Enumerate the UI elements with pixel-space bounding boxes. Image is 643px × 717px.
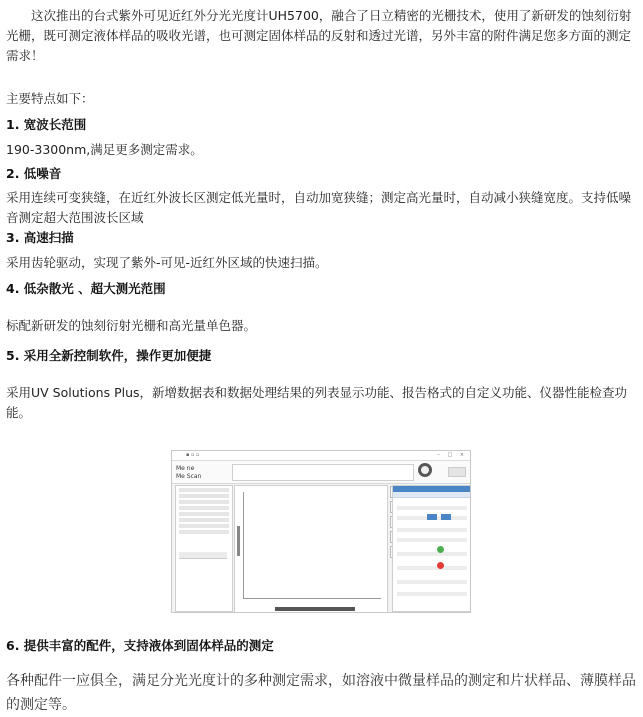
screenshot-ribbon-label-1: Me ne <box>176 465 195 472</box>
feature-6-text: 各种配件一应俱全，满足分光光度计的多种测定需求，如溶液中微量样品的测定和片状样品、薄膜样品的测定等。 <box>6 673 636 713</box>
feature-1-title: 1. 宽波长范围 <box>6 117 87 132</box>
screenshot-parameter-pane <box>175 485 233 612</box>
screenshot-red-status-icon <box>437 562 444 569</box>
screenshot-plot-hscroll <box>275 607 355 611</box>
screenshot-plot-y-axis <box>243 492 244 599</box>
feature-5-title: 5. 采用全新控制软件，操作更加便捷 <box>6 348 212 363</box>
screenshot-measure-pane <box>392 485 471 612</box>
screenshot-ribbon <box>172 461 470 484</box>
screenshot-table-header <box>179 552 227 559</box>
feature-2-title: 2. 低噪音 <box>6 166 62 181</box>
feature-4-title: 4. 低杂散光 、超大测光范围 <box>6 281 166 296</box>
screenshot-plot-vscroll <box>237 526 240 556</box>
feature-6-title: 6. 提供丰富的配件，支持液体到固体样品的测定 <box>6 638 274 653</box>
screenshot-blue-button <box>441 514 451 520</box>
intro-paragraph: 这次推出的台式紫外可见近红外分光光度计UH5700，融合了日立精密的光栅技术，使用了新研发的蚀刻衍射光栅，既可测定液体样品的吸收光谱，也可测定固体样品的反射和透过光谱，另外丰富的附件满足您多方面的测定需求！ <box>6 8 632 63</box>
feature-4-text: 标配新研发的蚀刻衍射光栅和高光量单色器。 <box>6 318 257 333</box>
feature-3-text: 采用齿轮驱动，实现了紫外-可见-近红外区域的快速扫描。 <box>6 255 328 270</box>
screenshot-green-status-icon <box>437 546 444 553</box>
screenshot-blue-button <box>427 514 437 520</box>
screenshot-spectrum-plot <box>234 485 388 613</box>
screenshot-ribbon-panel <box>232 464 414 481</box>
screenshot-ribbon-button <box>448 467 466 477</box>
features-heading: 主要特点如下： <box>6 91 94 106</box>
screenshot-titlebar <box>172 451 470 461</box>
screenshot-status-ring-icon <box>418 463 432 477</box>
feature-5-text: 采用UV Solutions Plus，新增数据表和数据处理结果的列表显示功能、报告格式的自定义功能、仪器性能检查功能。 <box>6 385 628 420</box>
feature-3-title: 3. 高速扫描 <box>6 230 74 245</box>
software-screenshot <box>171 450 471 613</box>
feature-1-text: 190-3300nm,满足更多测定需求。 <box>6 142 203 157</box>
screenshot-ribbon-label-2: Me Scan <box>176 473 202 480</box>
screenshot-plot-x-axis <box>243 598 381 599</box>
screenshot-window-title: ▪ ▫ ▫ <box>186 452 200 458</box>
feature-2-text: 采用连续可变狭缝，在近红外波长区测定低光量时，自动加宽狭缝；测定高光量时，自动减小狭缝宽度。支持低噪音测定超大范围波长区域 <box>6 190 632 225</box>
screenshot-measure-subheader <box>393 492 471 498</box>
screenshot-window-buttons: – □ × <box>437 452 467 458</box>
